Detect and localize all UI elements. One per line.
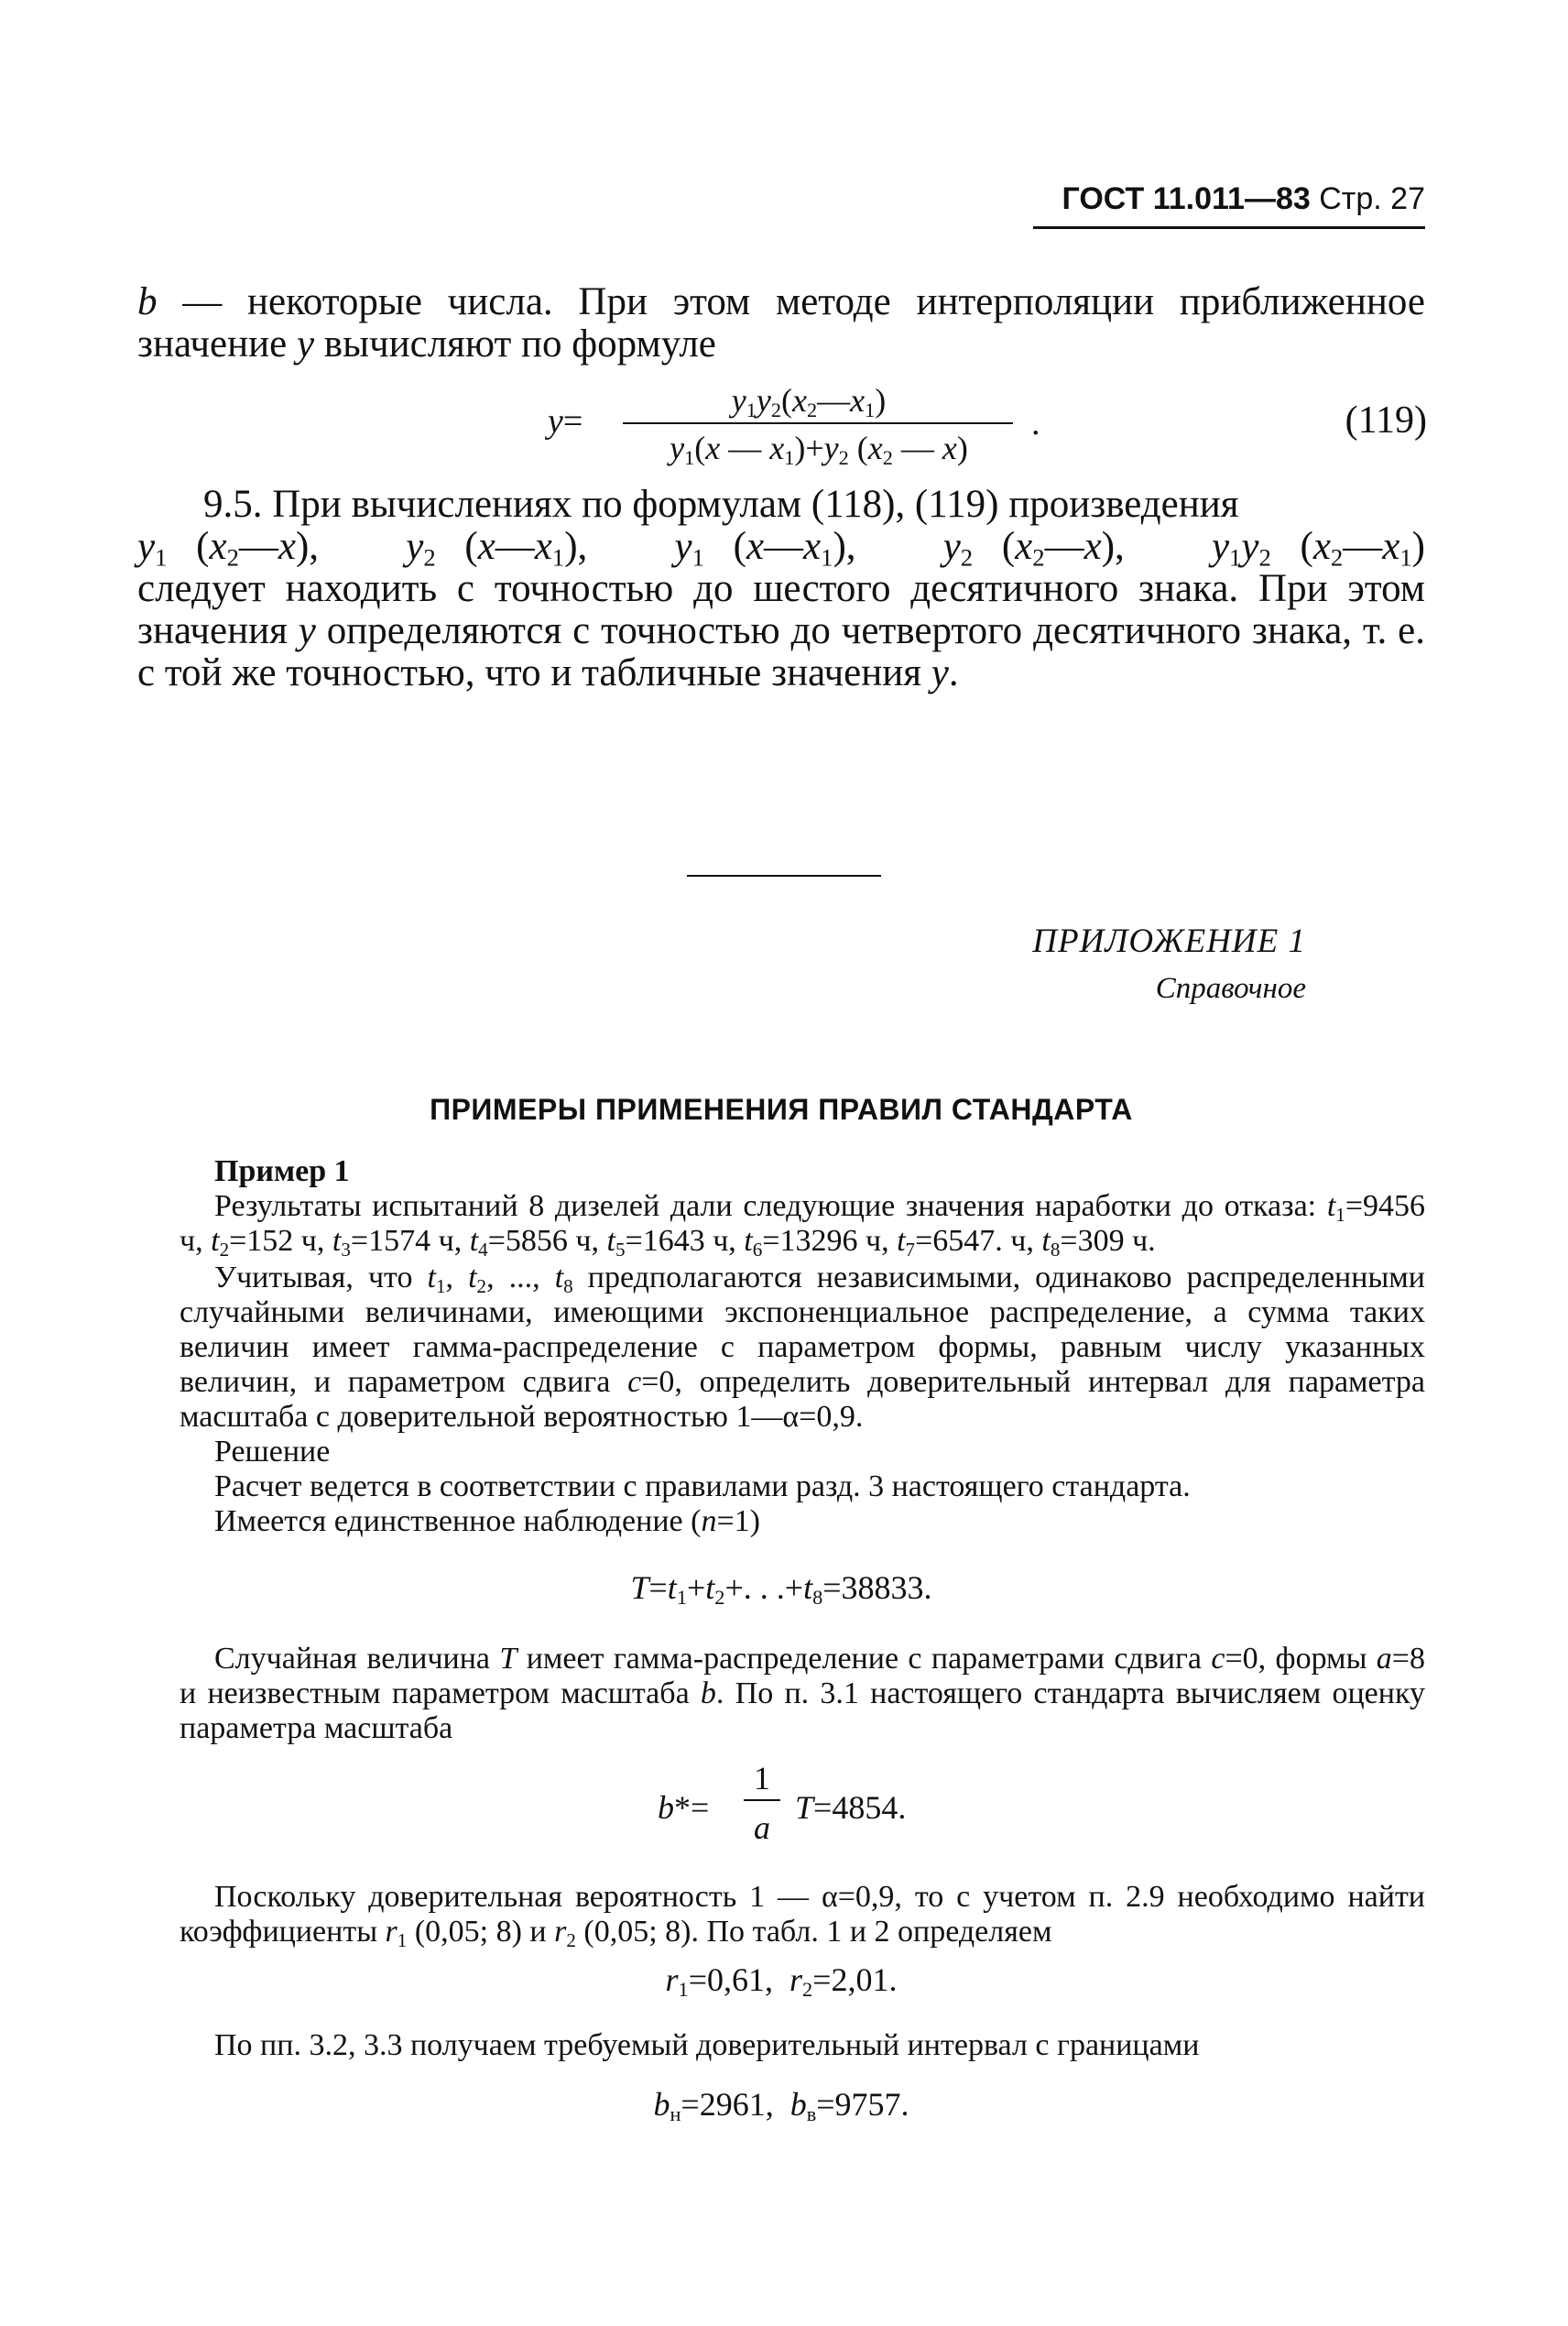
- section-heading: ПРИМЕРЫ ПРИМЕНЕНИЯ ПРАВИЛ СТАНДАРТА: [430, 1093, 1133, 1126]
- solution-label: Решение: [214, 1435, 331, 1469]
- coefficients-paragraph: Поскольку доверительная вероятность 1 — α=0,9, то с учетом п. 2.9 необходимо найти коэффициенты $r_1$ (0,05; 8) и $r_2$ (0,05; 8). По табл. 1 и 2 определяем: [180, 1880, 1425, 1951]
- example-results: Результаты испытаний 8 дизелей дали следующие значения наработки до отказа: $t_1=9456$ ч, $t_2=152$ ч, $t_3=1574$ ч, $t_4=5856$ ч, $t_5=1643$ ч, $t_6=13296$ ч, $t_7=6547$. ч, $t_8=309$ ч. Учитывая, что $t_1$, $t_2$, ..., $t_8$ предполагаются независимыми, одинаково распределенными случайными величинами, имеющими экспоненциальное распределение, а сумма таких величин имеет гамма-распределение с параметром формы, равным числу указанных величин, и параметром сдвига c=0, определить доверительный интервал для параметра масштаба с доверительной вероятностью 1—α=0,9. Решение Расчет ведется в соответствии с правилами разд. 3 настоящего стандарта. Имеется единственное наблюдение (n=1): [180, 1189, 1426, 1538]
- formula-number: (119): [1345, 399, 1427, 442]
- page-header: [1033, 181, 1425, 217]
- appendix-title: ПРИЛОЖЕНИЕ 1: [1032, 923, 1306, 960]
- section-separator: [687, 875, 881, 877]
- random-variable-paragraph: Случайная величина T имеет гамма-распределение с параметрами сдвига c=0, формы a=8 и неизвестным параметром масштаба b. По п. 3.1 настоящего стандарта вычисляем оценку параметра масштаба: [180, 1642, 1425, 1745]
- appendix-label: [1017, 922, 1306, 1006]
- interval-paragraph: По пп. 3.2, 3.3 получаем требуемый доверительный интервал с границами: [214, 2028, 1200, 2062]
- b-estimate-formula: b*= 1 a T=4854.: [658, 1760, 907, 1846]
- r-values: $r_1=0,61$, $r_2=2,01$.: [665, 1961, 898, 2002]
- appendix-subtitle: Справочное: [1155, 972, 1306, 1005]
- example-label: Пример 1: [214, 1154, 350, 1188]
- paragraph-9-5: 9.5. При вычислениях по формулам (118), (119) произведения $y_1$ $(x_2—x)$, $y_2$ $(x—x_1)$, $y_1$ $(x—x_1)$, $y_2$ $(x_2—x)$, $y_1y_2$ $(x_2—x_1)$ следует находить с точностью до шестого десятичного знака. При этом значения y определяются с точностью до четвертого десятичного знака, т. е. с той же точностью, что и табличные значения y.: [137, 483, 1426, 694]
- page-number: Стр. 27: [1319, 181, 1425, 216]
- sum-equation: $T=t_1+t_2+$. . $.+t_8=38833$.: [630, 1569, 932, 1610]
- formula-119: y= $y_1y_2(x_2—x_1)$ $y_1(x$ — $x_1)+y_2$ ($x_2$ — x) . (119): [548, 382, 1427, 470]
- header-rule: [1033, 226, 1425, 229]
- intro-paragraph: b — некоторые числа. При этом методе интерполяции приближенное значение y вычисляют по формуле: [137, 280, 1425, 366]
- interval-bounds: $b_н=2961$, $b_в=9757$.: [653, 2086, 909, 2126]
- standard-number: ГОСТ 11.011—83: [1062, 181, 1311, 216]
